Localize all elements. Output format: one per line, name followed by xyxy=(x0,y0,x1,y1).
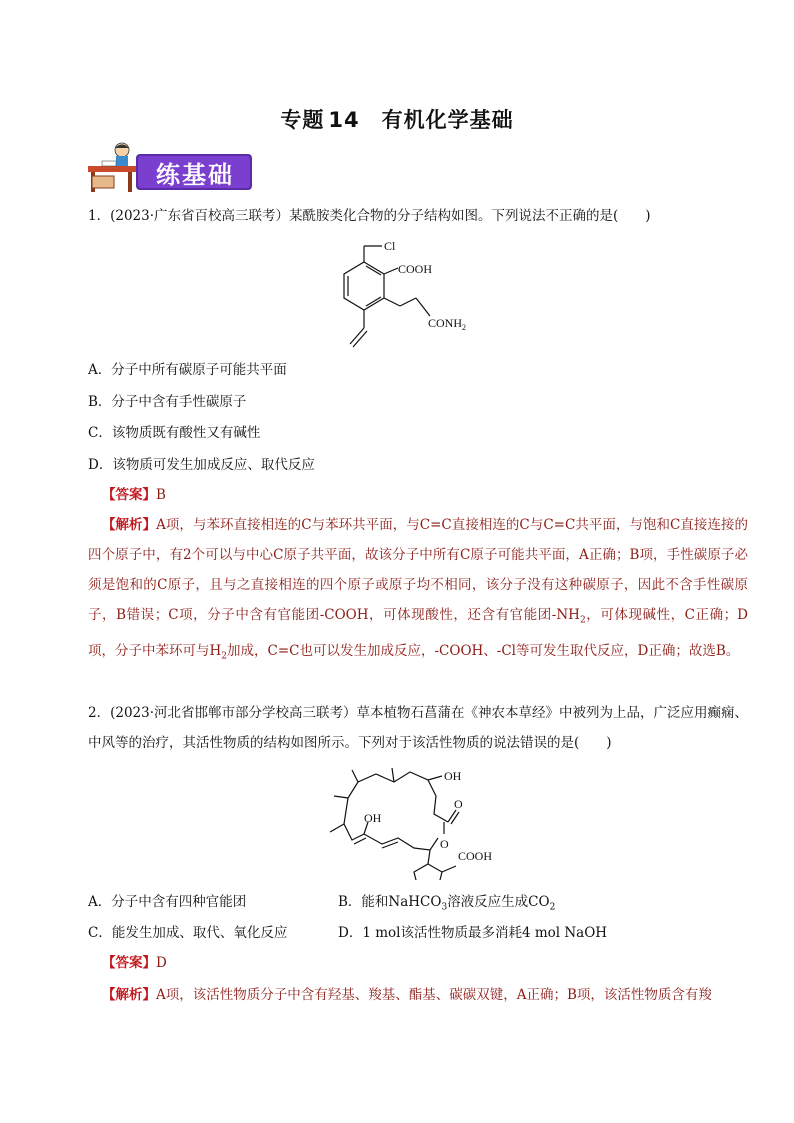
q2-answer-tag: 【答案】 xyxy=(102,955,156,971)
q1-answer-tag: 【答案】 xyxy=(102,487,156,503)
q1-cl-label: Cl xyxy=(384,239,396,253)
q1-conh-label: $CONH_2$ xyxy=(428,316,467,332)
q2-option-c: C．能发生加成、取代、氧化反应 xyxy=(88,925,288,941)
badge-text: 练基础 xyxy=(156,161,234,189)
q2-ring-o-label: O xyxy=(440,837,449,851)
q1-analysis-tag: 【解析】 xyxy=(102,517,157,533)
q2-option-a: A．分子中含有四种官能团 xyxy=(88,894,247,910)
q2-option-b: B．能和NaHCO$_3$溶液反应生成$CO_2$ xyxy=(338,894,556,913)
q2-answer xyxy=(88,953,734,973)
title-main: 有机化学基础 xyxy=(381,108,514,132)
section-badge xyxy=(86,140,256,196)
q2-analysis-tag: 【解析】 xyxy=(102,987,156,1003)
q1-analysis: 【解析】A项，与苯环直接相连的C与苯环共平面，与C=C直接相连的C与C=C共平面，与饱和C直接连接的四个原子中，有2个可以与中心C原子共平面，故该分子中所有C原子可能共平面，A正确；B项，手性碳原子必须是饱和的C原子，且与之直接相连的四个原子或原子均不相同，该分子没有这种碳原子，因此不含手性碳原子，B错误；C项，分子中含有官能团-COOH，可体现酸性，还含有官能团$-NH_2$，可体现碱性，C正确；D项，分子中苯环可与$H_2$加成，C=C也可以发生加成反应，-COOH、-Cl等可发生取代反应，D正确；故选B。 xyxy=(88,517,749,662)
q2-oh-label-2: OH xyxy=(364,811,382,825)
title-prefix: 专题 xyxy=(280,108,325,132)
q2-answer-value: D xyxy=(156,955,167,971)
q1-structure-diagram xyxy=(320,232,500,352)
q1-option-c: C．该物质既有酸性又有碱性 xyxy=(88,425,261,441)
q1-answer-value: B xyxy=(156,487,166,503)
title-number: 14 xyxy=(328,108,360,132)
q1-answer xyxy=(88,485,734,505)
page-title xyxy=(0,104,794,134)
q1-stem: 1．(2023·广东省百校高三联考）某酰胺类化合物的分子结构如图。下列说法不正确的是( ) xyxy=(88,208,651,224)
q2-oh-label-1: OH xyxy=(444,769,462,783)
q1-cooh-label: COOH xyxy=(398,262,433,276)
q2-stem: 2．(2023·河北省邯郸市部分学校高三联考）草本植物石菖蒲在《神农本草经》中被列为上品，广泛应用癫痫、中风等的治疗，其活性物质的结构如图所示。下列对于该活性物质的说法错误的是( ) xyxy=(88,705,749,751)
q1-option-a: A．分子中所有碳原子可能共平面 xyxy=(88,362,287,378)
q1-option-b: B．分子中含有手性碳原子 xyxy=(88,394,247,410)
q2-analysis: 【解析】A项，该活性物质分子中含有羟基、羧基、酯基、碳碳双键，A正确；B项，该活性物质含有羧 xyxy=(102,987,712,1003)
q2-option-d: D．1 mol该活性物质最多消耗4 mol NaOH xyxy=(338,925,608,941)
q2-cooh-label: COOH xyxy=(458,849,493,863)
q2-structure-diagram xyxy=(318,760,518,880)
q2-carbonyl-o-label: O xyxy=(454,797,463,811)
q1-option-d: D．该物质可发生加成反应、取代反应 xyxy=(88,457,315,473)
